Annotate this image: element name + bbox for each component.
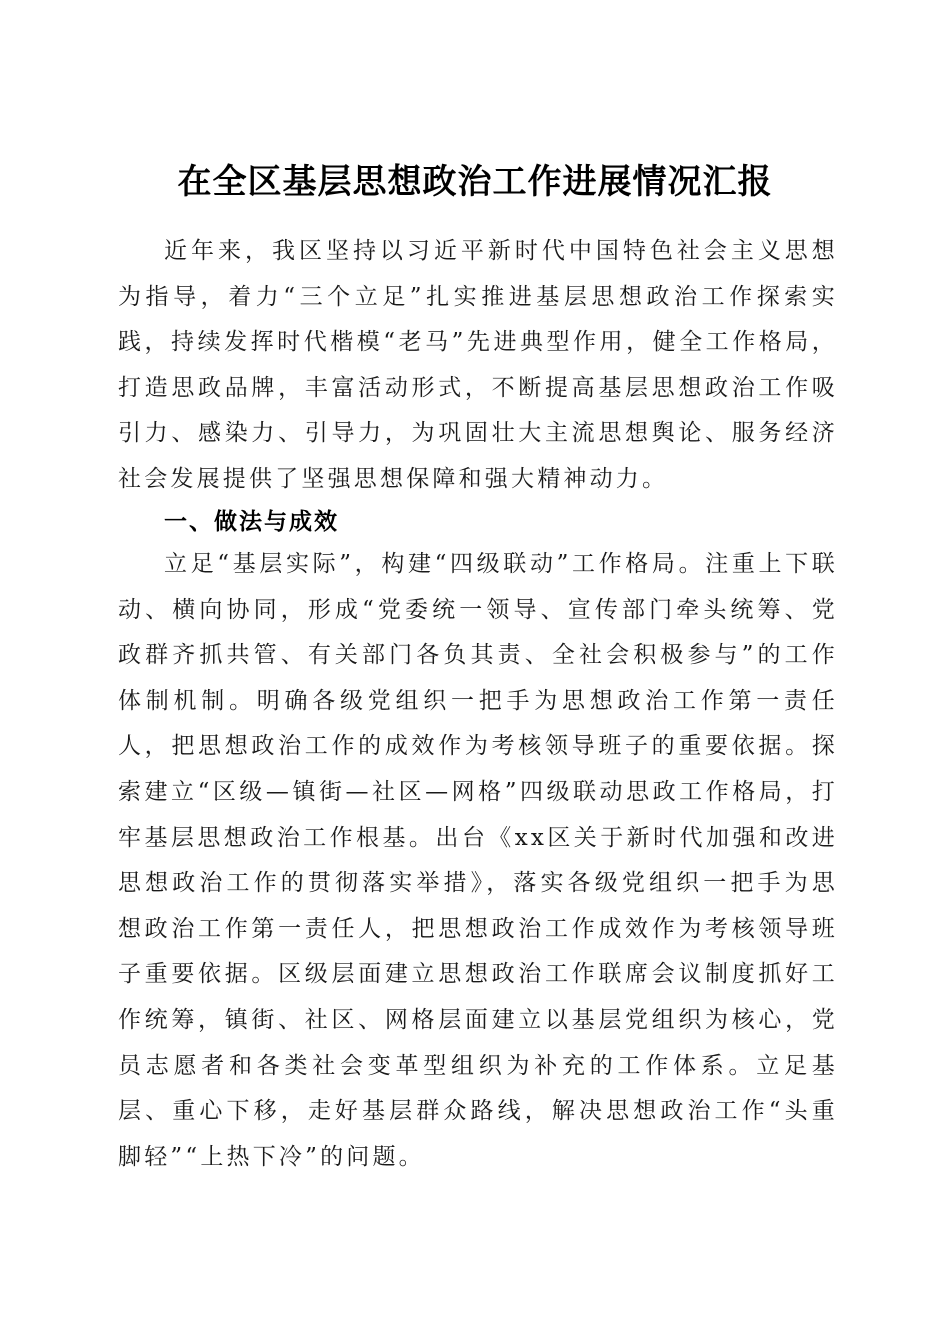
document-title: 在全区基层思想政治工作进展情况汇报 xyxy=(177,161,773,202)
section-paragraph: 立足“基层实际”，构建“四级联动”工作格局。注重上下联动、横向协同，形成“党委统一领导、宣传部门牵头统筹、党政群齐抓共管、有关部门各负其责、全社会积极参与”的工作体制机制。明确各级党组织一把手为思想政治工作第一责任人，把思想政治工作的成效作为考核领导班子的重要依据。探索建立“区级—镇街—社区—网格”四级联动思政工作格局，打牢基层思想政治工作根基。出台《xx区关于新时代加强和改进思想政治工作的贯彻落实举措》，落实各级党组织一把手为思想政治工作第一责任人，把思想政治工作成效作为考核领导班子重要依据。区级层面建立思想政治工作联席会议制度抓好工作统筹，镇街、社区、网格层面建立以基层党组织为核心，党员志愿者和各类社会变革型组织为补充的工作体系。立足基层、重心下移，走好基层群众路线，解决思想政治工作“头重脚轻”“上热下冷”的问题。 xyxy=(118,551,838,1170)
intro-paragraph: 近年来，我区坚持以习近平新时代中国特色社会主义思想为指导，着力“三个立足”扎实推进基层思想政治工作探索实践，持续发挥时代楷模“老马”先进典型作用，健全工作格局，打造思政品牌，丰富活动形式，不断提高基层思想政治工作吸引力、感染力、引导力，为巩固壮大主流思想舆论、服务经济社会发展提供了坚强思想保障和强大精神动力。 xyxy=(118,238,838,492)
section-heading: 一、做法与成效 xyxy=(164,509,339,535)
